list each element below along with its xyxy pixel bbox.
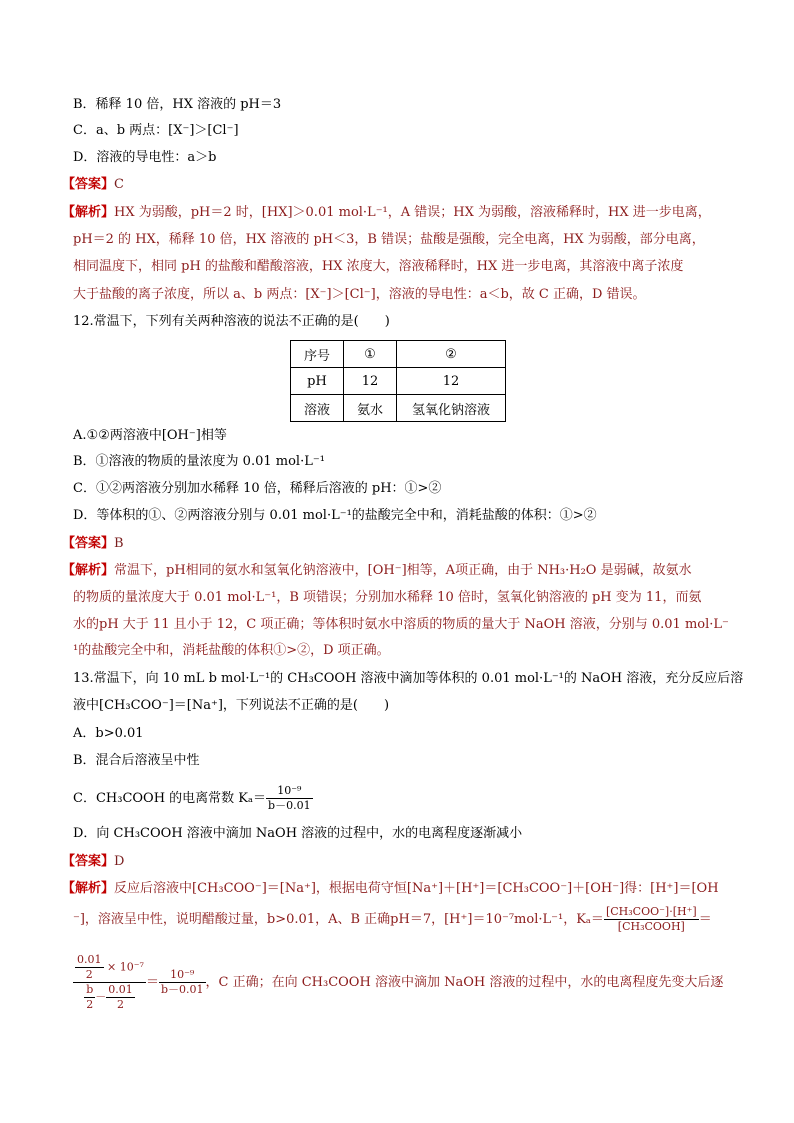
q13-answer xyxy=(62,853,734,871)
half-concentration-fraction xyxy=(75,953,104,982)
ka-expression-fraction xyxy=(604,905,699,934)
fraction-denominator: 2 xyxy=(86,998,94,1011)
analysis-text: ⁻]，溶液呈中性，说明醋酸过量，b>0.01，A、B 正确pH＝7，[H⁺]＝10⁻⁷mol·L⁻¹，Kₐ＝ xyxy=(73,912,604,927)
q12-option-b: B．①溶液的物质的量浓度为 0.01 mol·L⁻¹ xyxy=(73,454,325,469)
table-row xyxy=(291,368,506,395)
table-row xyxy=(291,341,506,368)
q13-option-a: A．b>0.01 xyxy=(73,726,144,741)
fraction-numerator: [CH₃COO⁻]·[H⁺] xyxy=(605,905,697,918)
q13-stem-line-2: 液中[CH₃COO⁻]＝[Na⁺]，下列说法不正确的是( ) xyxy=(73,698,390,713)
answer-label: 【答案】 xyxy=(62,854,115,869)
table-cell: 溶液 xyxy=(291,395,344,422)
analysis-text: HX 为弱酸，pH＝2 时，[HX]＞0.01 mol·L⁻¹，A 错误；HX 为弱酸，溶液稀释时，HX 进一步电离， xyxy=(114,205,711,220)
q12-stem: 12.常温下，下列有关两种溶液的说法不正确的是( ) xyxy=(73,314,390,329)
q12-option-c: C．①②两溶液分别加水稀释 10 倍，稀释后溶液的 pH：①>② xyxy=(73,481,442,496)
q12-option-a: A.①②两溶液中[OH⁻]相等 xyxy=(73,428,227,443)
fraction-numerator: 0.01 xyxy=(108,983,133,996)
times-term: × 10⁻⁷ xyxy=(107,960,144,974)
analysis-label: 【解析】 xyxy=(62,563,115,578)
table-cell: 氢氧化钠溶液 xyxy=(397,395,506,422)
ka-fraction xyxy=(266,784,313,813)
equals-sign: ＝ xyxy=(145,975,159,990)
fraction-denominator: b－0.01 xyxy=(160,983,204,996)
fraction-denominator: 2 xyxy=(85,968,93,981)
fraction-numerator: 10⁻⁹ xyxy=(266,784,313,799)
analysis-text: ，C 正确；在向 CH₃COOH 溶液中滴加 NaOH 溶液的过程中，水的电离程度先变大后逐 xyxy=(205,975,724,990)
compound-denominator xyxy=(73,983,146,1012)
q13-analysis-line-3 xyxy=(73,945,734,1021)
table-row xyxy=(291,395,506,422)
q13-option-d: D．向 CH₃COOH 溶液中滴加 NaOH 溶液的过程中，水的电离程度逐渐减小 xyxy=(73,826,523,841)
q11-option-c: C．a、b 两点：[X⁻]＞[Cl⁻] xyxy=(73,123,239,138)
answer-value: C xyxy=(114,177,124,192)
q13-stem-line-1: 13.常温下，向 10 mL b mol·L⁻¹的 CH₃COOH 溶液中滴加等体积的 0.01 mol·L⁻¹的 NaOH 溶液，充分反应后溶 xyxy=(73,671,744,686)
q11-option-b: B．稀释 10 倍，HX 溶液的 pH＝3 xyxy=(73,97,282,112)
q12-analysis-line-3: 水的pH 大于 11 且小于 12，C 项正确；等体积时氨水中溶质的物质的量大于 NaOH 溶液，分别与 0.01 mol·L⁻ xyxy=(73,617,729,632)
q13-analysis-line-1 xyxy=(62,880,734,898)
answer-label: 【答案】 xyxy=(62,177,115,192)
analysis-text: 常温下，pH相同的氨水和氢氧化钠溶液中，[OH⁻]相等，A项正确，由于 NH₃·H₂O 是弱碱，故氨水 xyxy=(114,563,692,578)
compound-fraction xyxy=(73,953,146,1012)
q12-analysis-line-1 xyxy=(62,562,734,580)
equals-sign: ＝ xyxy=(698,912,712,927)
table-cell: 12 xyxy=(344,368,397,395)
compound-numerator xyxy=(73,953,146,983)
q12-answer xyxy=(62,535,734,553)
table-cell: pH xyxy=(291,368,344,395)
fraction-denominator: 2 xyxy=(116,998,124,1011)
fraction-numerator: 10⁻⁹ xyxy=(159,968,206,983)
fraction-denominator: [CH₃COOH] xyxy=(617,920,685,933)
q11-analysis-line-4: 大于盐酸的离子浓度，所以 a、b 两点：[X⁻]＞[Cl⁻]，溶液的导电性：a＜b，故 C 正确，D 错误。 xyxy=(73,287,646,302)
analysis-text: 反应后溶液中[CH₃COO⁻]＝[Na⁺]，根据电荷守恒[Na⁺]＋[H⁺]＝[CH₃COO⁻]＋[OH⁻]得：[H⁺]＝[OH xyxy=(114,881,719,896)
q12-analysis-line-2: 的物质的量浓度大于 0.01 mol·L⁻¹，B 项错误；分别加水稀释 10 倍时，氢氧化钠溶液的 pH 变为 11，而氨 xyxy=(73,590,702,605)
answer-value: B xyxy=(114,536,124,551)
table-cell: ② xyxy=(397,341,506,368)
analysis-label: 【解析】 xyxy=(62,205,115,220)
result-fraction xyxy=(159,968,206,997)
conc-half-fraction xyxy=(106,983,135,1012)
table-cell: 序号 xyxy=(291,341,344,368)
answer-value: D xyxy=(114,854,125,869)
b-half-fraction xyxy=(84,983,95,1012)
fraction-numerator: b xyxy=(86,983,94,996)
table-cell: 12 xyxy=(397,368,506,395)
q11-answer xyxy=(62,176,734,194)
q11-option-d: D．溶液的导电性：a＞b xyxy=(73,150,217,165)
analysis-label: 【解析】 xyxy=(62,881,115,896)
table-cell: 氨水 xyxy=(344,395,397,422)
q12-table xyxy=(290,340,506,422)
q11-analysis-line-3: 相同温度下，相同 pH 的盐酸和醋酸溶液，HX 浓度大，溶液稀释时，HX 进一步电离，其溶液中离子浓度 xyxy=(73,259,684,274)
q13-option-c xyxy=(73,780,734,818)
table-cell: ① xyxy=(344,341,397,368)
q12-option-d: D．等体积的①、②两溶液分别与 0.01 mol·L⁻¹的盐酸完全中和，消耗盐酸的体积：①>② xyxy=(73,508,597,523)
q11-analysis-line-1 xyxy=(62,204,734,222)
q13-option-b: B．混合后溶液呈中性 xyxy=(73,753,200,768)
q13-analysis-line-2 xyxy=(73,903,734,937)
answer-label: 【答案】 xyxy=(62,536,115,551)
q12-analysis-line-4: ¹的盐酸完全中和，消耗盐酸的体积①>②，D 项正确。 xyxy=(73,643,390,658)
minus-sign: － xyxy=(95,990,107,1004)
q11-analysis-line-2: pH＝2 的 HX，稀释 10 倍，HX 溶液的 pH＜3，B 错误；盐酸是强酸，完全电离，HX 为弱酸，部分电离， xyxy=(73,232,705,247)
option-c-text: C．CH₃COOH 的电离常数 Kₐ＝ xyxy=(73,791,267,806)
fraction-numerator: 0.01 xyxy=(77,953,102,966)
fraction-denominator: b－0.01 xyxy=(268,799,311,812)
